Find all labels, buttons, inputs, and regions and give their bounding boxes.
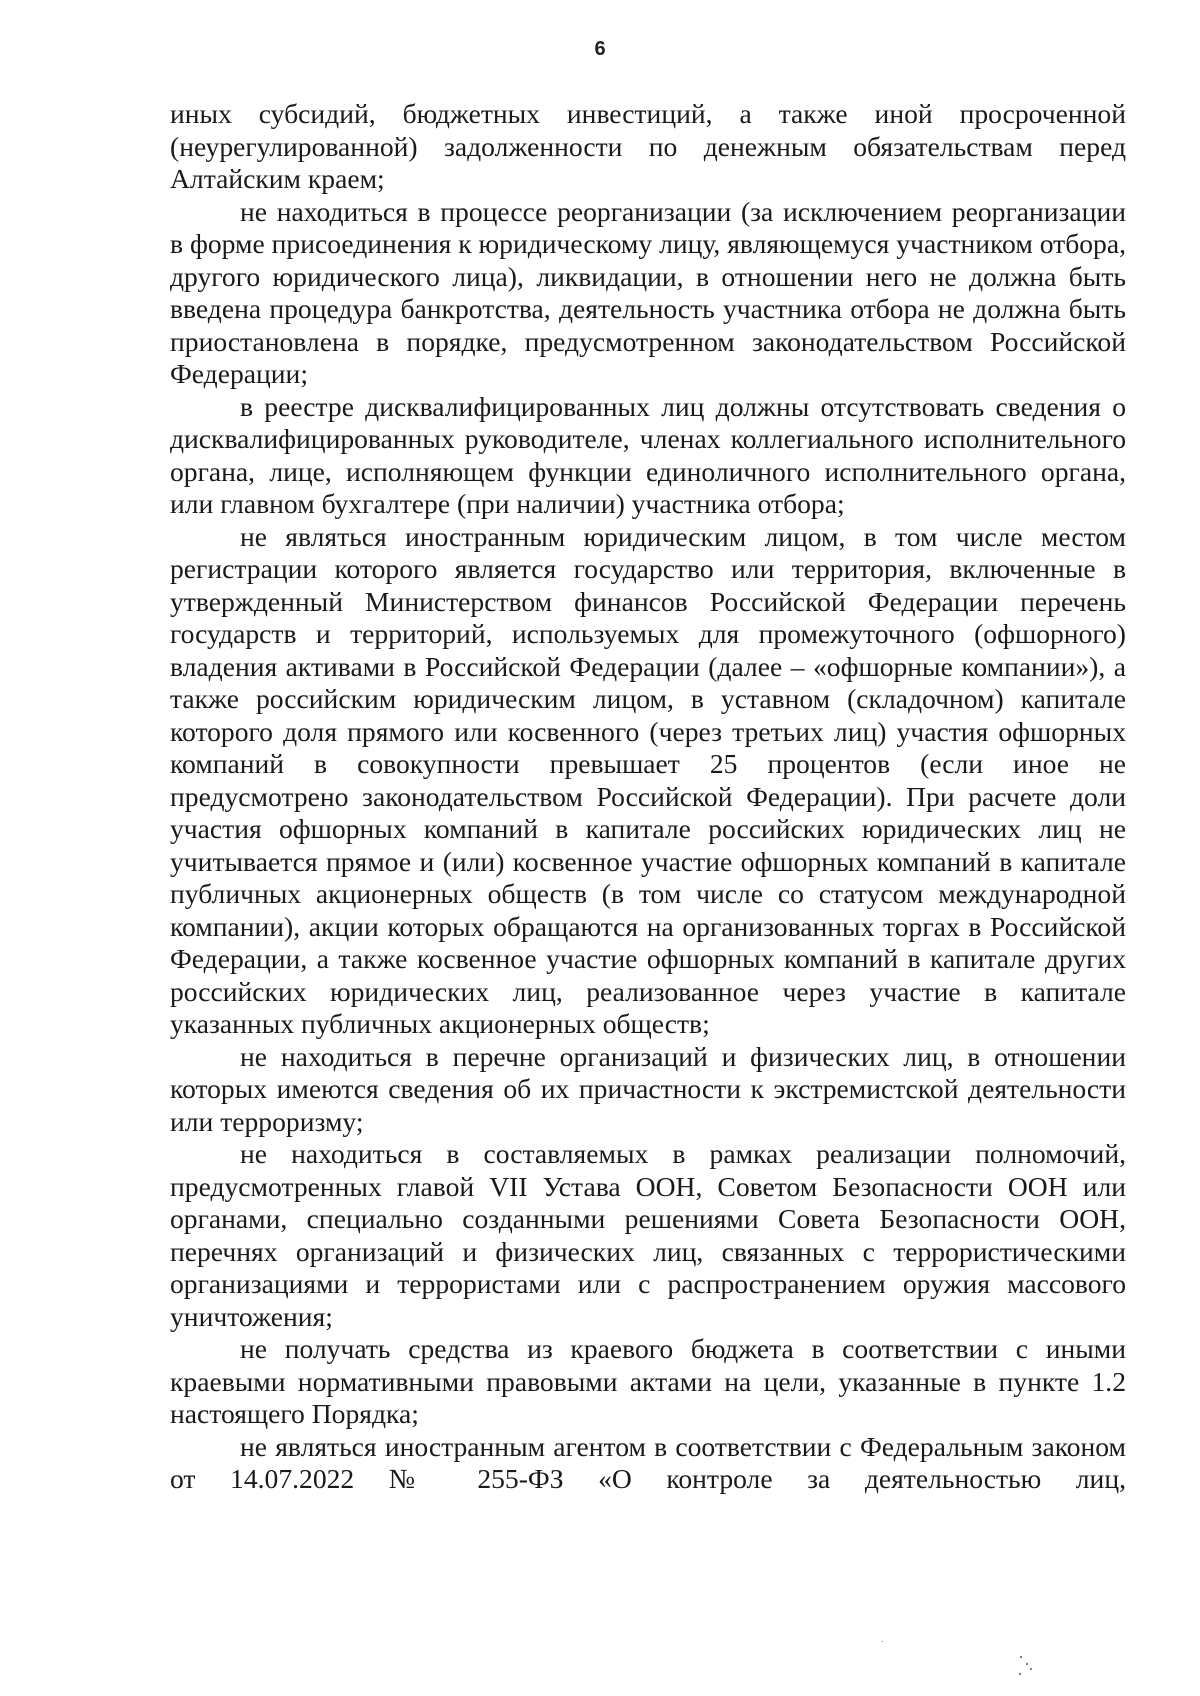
paragraph-subsidy-debt: иных субсидий, бюджетных инвестиций, а также иной просроченной (неурегулированной) задолженности по денежным обязательствам перед Алтайским краем; [170, 98, 1126, 194]
paragraph-extremism-list: не находиться в перечне организаций и физических лиц, в отношении которых имеются сведения об их причастности к экстремистской деятельности или терроризму; [170, 1040, 1126, 1137]
paragraph-offshore: не являться иностранным юридическим лицом, в том числе местом регистрации которого является государство или территория, включенные в утвержденный Министерством финансов Российской Федерации перечень государств и территорий, используемых для промежуточного (офшорного) владения активами в Российской Федерации (далее – «офшорные компании»), а также российским юридическим лицом, в уставном (складочном) капитале которого доля прямого или косвенного (через третьих лиц) участия офшорных компаний в совокупности превышает 25 процентов (если иное не предусмотрено законодательством Российской Федерации). При расчете доли участия офшорных компаний в капитале российских юридических лиц не учитывается прямое и (или) косвенное участие офшорных компаний в капитале публичных акционерных обществ (в том числе со статусом международной компании), акции которых обращаются на организованных торгах в Российской Федерации, а также косвенное участие офшорных компаний в капитале других российских юридических лиц, реализованное через участие в капитале указанных публичных акционерных обществ; [170, 520, 1126, 1039]
paragraph-reorganization: не находиться в процессе реорганизации (за исключением реорганизации в форме присоединения к юридическому лицу, являющемуся участником отбора, другого юридического лица), ликвидации, в отношении него не должна быть введена процедура банкротства, деятельность участника отбора не должна быть приостановлена в порядке, предусмотренном законодательством Российской Федерации; [170, 195, 1126, 389]
page-number: 6 [594, 38, 606, 60]
paragraph-regional-budget: не получать средства из краевого бюджета в соответствии с иными краевыми нормативными правовыми актами на цели, указанные в пункте 1.2 настоящего Порядка; [170, 1333, 1126, 1429]
paragraph-un-lists: не находиться в составляемых в рамках реализации полномочий, предусмотренных главой VII Устава ООН, Советом Безопасности ООН или органами, специально созданными решениями Совета Безопасности ООН, перечнях организаций и физических лиц, связанных с террористическими организациями и террористами или с распространением оружия массового уничтожения; [170, 1138, 1126, 1332]
paragraph-disqualified-registry: в реестре дисквалифицированных лиц должны отсутствовать сведения о дисквалифицированных руководителе, членах коллегиального исполнительного органа, лице, исполняющем функции единоличного исполнительного органа, или главном бухгалтере (при наличии) участника отбора; [170, 390, 1126, 519]
paragraph-foreign-agent: не являться иностранным агентом в соответствии с Федеральным законом от 14.07.2022 № 255-ФЗ «О контроле за деятельностью лиц, [170, 1430, 1126, 1494]
document-body [170, 98, 1126, 1496]
